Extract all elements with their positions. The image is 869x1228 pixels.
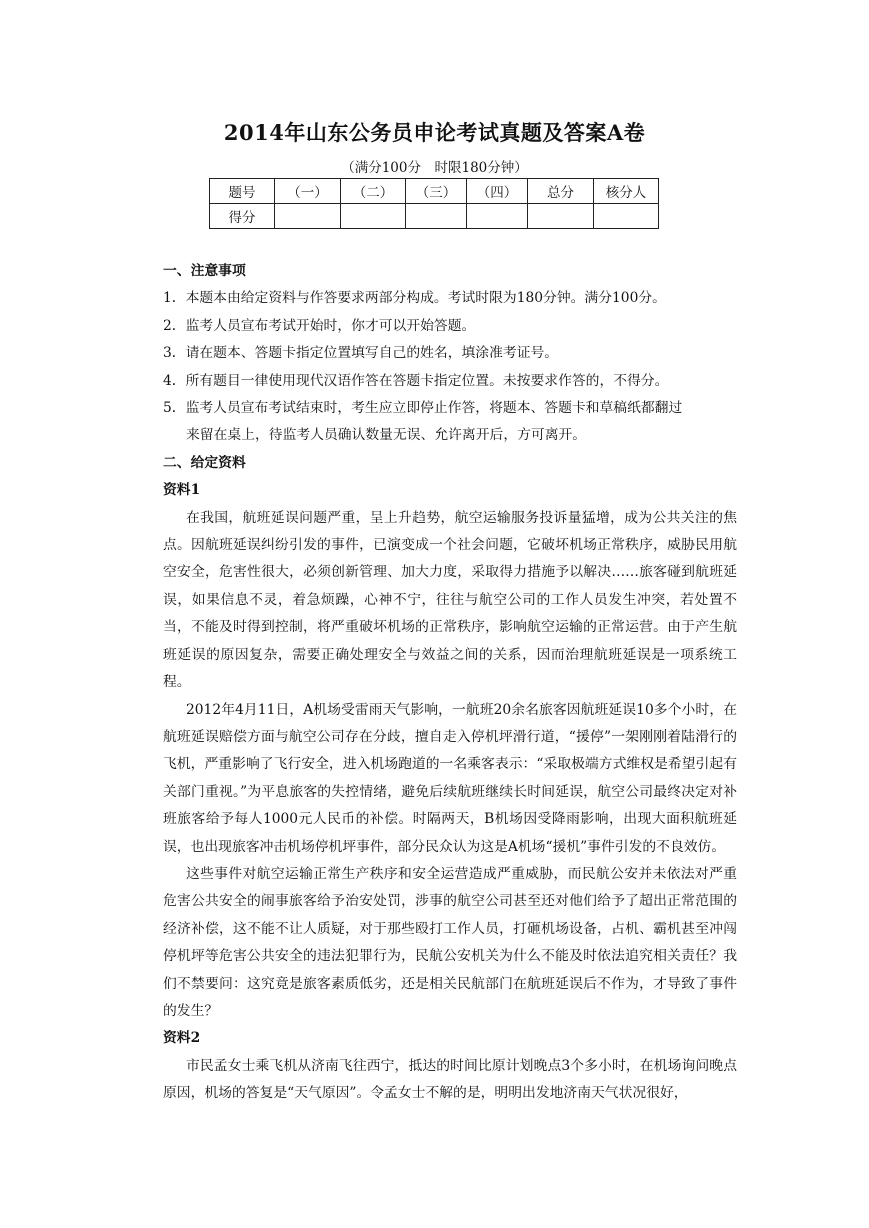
score-table-cell: 题号 xyxy=(210,179,275,204)
notice-item-continuation: 来留在桌上，待监考人员确认数量无误、允许离开后，方可离开。 xyxy=(186,427,587,444)
score-table-cell: （二） xyxy=(341,179,406,204)
score-table-score-row xyxy=(210,204,659,229)
notice-item: 2．监考人员宣布考试开始时，你才可以开始答题。 xyxy=(163,317,476,334)
material-1-paragraph-2: 2012年4月11日，A机场受雷雨天气影响，一航班20余名旅客因航班延误10多个小时，在航班延误赔偿方面与航空公司存在分歧，擅自走入停机坪滑行道，“援停”一架刚刚着陆滑行的飞机，严重影响了飞行安全，进入机场跑道的一名乘客表示：“采取极端方式维权是希望引起有关部门重视。”为平息旅客的失控情绪，避免后续航班继续长时间延误，航空公司最终决定对补班旅客给予每人1000元人民币的补偿。时隔两天，B机场因受降雨影响，出现大面积航班延误，也出现旅客冲击机场停机坪事件，部分民众认为这是A机场“援机”事件引发的不良效仿。 xyxy=(163,701,737,855)
score-table-empty-cell xyxy=(528,204,594,229)
section-heading-notes: 一、注意事项 xyxy=(163,263,246,279)
score-table-cell: （四） xyxy=(467,179,528,204)
score-table-empty-cell xyxy=(467,204,528,229)
score-table-empty-cell xyxy=(594,204,659,229)
notice-item: 3．请在题本、答题卡指定位置填写自己的姓名，填涂准考证号。 xyxy=(163,345,559,362)
score-table-empty-cell xyxy=(275,204,341,229)
score-table xyxy=(209,178,659,229)
document-body xyxy=(163,258,737,1108)
score-table-cell: 核分人 xyxy=(594,179,659,204)
exam-subtitle: （满分100分 时限180分钟） xyxy=(341,160,528,176)
notice-item: 4．所有题目一律使用现代汉语作答在答题卡指定位置。未按要求作答的，不得分。 xyxy=(163,372,669,389)
score-table-cell: （一） xyxy=(275,179,341,204)
material-2-title: 资料2 xyxy=(163,1030,201,1047)
score-table-empty-cell xyxy=(341,204,406,229)
material-2-paragraph-1: 市民孟女士乘飞机从济南飞往西宁，抵达的时间比原计划晚点3个多小时，在机场询问晚点原因，机场的答复是“天气原因”。令孟女士不解的是，明明出发地济南天气状况很好， xyxy=(163,1057,737,1102)
material-1-paragraph-3: 这些事件对航空运输正常生产秩序和安全运营造成严重威胁，而民航公安并未依法对严重危害公共安全的闹事旅客给予治安处罚，涉事的航空公司甚至还对他们给予了超出正常范围的经济补偿，这不能不让人质疑，对于那些殴打工作人员，打砸机场设备，占机、霸机甚至冲闯停机坪等危害公共安全的违法犯罪行为，民航公安机关为什么不能及时依法追究相关责任？我们不禁要问：这究竟是旅客素质低劣，还是相关民航部门在航班延误后不作为，才导致了事件的发生？ xyxy=(163,865,737,1019)
material-1-paragraph-1: 在我国，航班延误问题严重，呈上升趋势，航空运输服务投诉量猛增，成为公共关注的焦点。因航班延误纠纷引发的事件，已演变成一个社会问题，它破坏机场正常秩序，威胁民用航空安全，危害性很大，必须创新管理、加大力度，采取得力措施予以解决……旅客碰到航班延误，如果信息不灵，着急烦躁，心神不宁，往往与航空公司的工作人员发生冲突，若处置不当，不能及时得到控制，将严重破坏机场的正常秩序，影响航空运输的正常运营。由于产生航班延误的原因复杂，需要正确处理安全与效益之间的关系，因而治理航班延误是一项系统工程。 xyxy=(163,509,737,691)
page-title: 2014年山东公务员申论考试真题及答案A卷 xyxy=(223,120,646,145)
notice-item: 5．监考人员宣布考试结束时，考生应立即停止作答，将题本、答题卡和草稿纸都翻过 xyxy=(163,400,683,417)
material-1-title: 资料1 xyxy=(163,482,201,499)
score-table-empty-cell xyxy=(406,204,467,229)
score-table-row-label: 得分 xyxy=(210,204,275,229)
score-table-cell: （三） xyxy=(406,179,467,204)
notice-item: 1．本题本由给定资料与作答要求两部分构成。考试时限为180分钟。满分100分。 xyxy=(163,290,666,307)
score-table-cell: 总分 xyxy=(528,179,594,204)
section-heading-materials: 二、给定资料 xyxy=(163,454,246,471)
score-table-header-row xyxy=(210,179,659,204)
